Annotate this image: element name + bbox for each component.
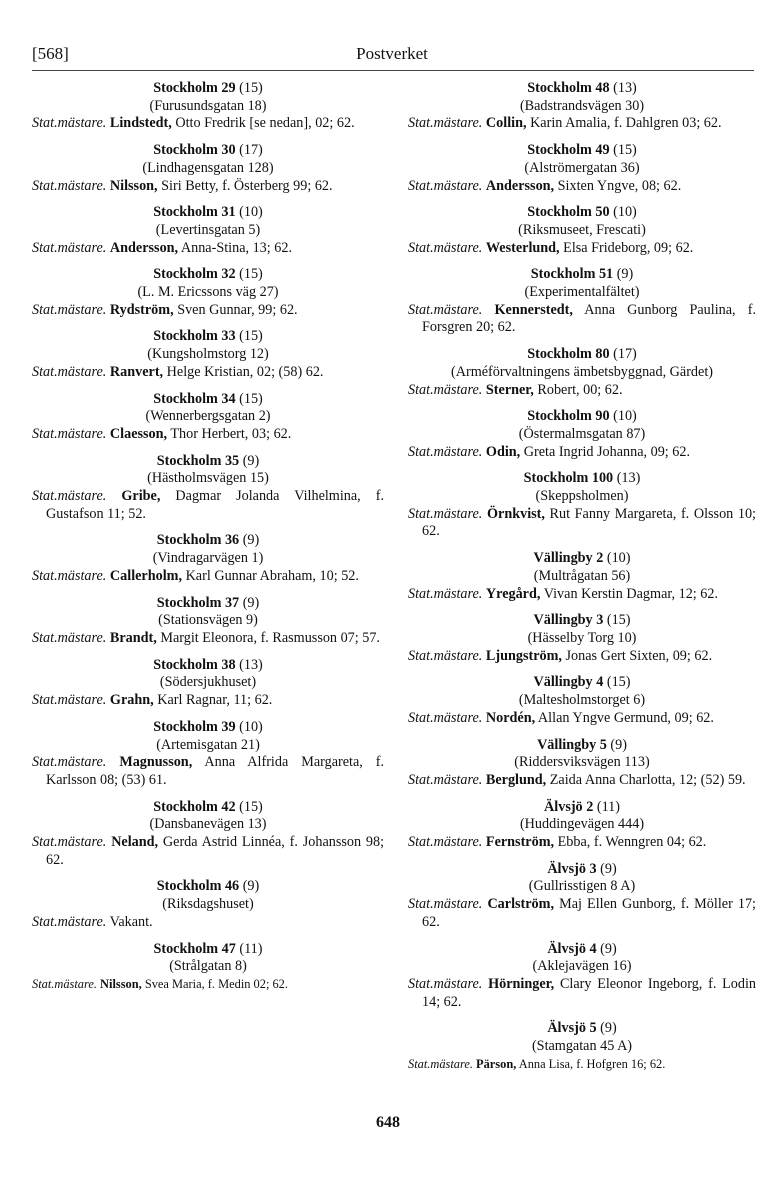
office-capacity: (17) [235, 142, 263, 159]
postmaster-surname: Magnusson, [119, 754, 193, 771]
office-heading [32, 595, 384, 613]
postmaster-line [408, 710, 756, 728]
office-name: Vällingby 3 [533, 612, 604, 629]
office-capacity: (13) [609, 80, 637, 96]
office-address: (Dansbanevägen 13) [149, 816, 267, 833]
postmaster-details: Sven Gunnar, 99; 62. [173, 301, 298, 318]
office-capacity: (15) [235, 798, 263, 815]
office-address: (Östermalmsgatan 87) [518, 425, 646, 442]
postmaster-line [408, 1056, 756, 1074]
office-address: (Maltesholmstorget 6) [518, 692, 646, 709]
post-office-entry [408, 80, 756, 133]
post-office-entry [408, 941, 756, 1012]
postmaster-line [408, 976, 756, 1011]
office-name: Stockholm 34 [153, 390, 236, 407]
postmaster-details: Clary Eleonor Ingeborg, f. Lodin 14; 62. [422, 975, 756, 1010]
office-heading [408, 737, 756, 755]
post-office-entry [408, 408, 756, 461]
postmaster-line [408, 302, 756, 337]
postmaster-details: Elsa Frideborg, 09; 62. [559, 239, 694, 256]
postmaster-details: Margit Eleonora, f. Rasmusson 07; 57. [156, 629, 380, 646]
office-heading [408, 941, 756, 959]
office-address: (Experimentalfältet) [524, 284, 640, 301]
postmaster-surname: Brandt, [109, 629, 157, 646]
postmaster-details: Rut Fanny Margareta, f. Olsson 10; 62. [422, 505, 756, 540]
postmaster-surname: Callerholm, [109, 567, 183, 584]
office-name: Stockholm 42 [153, 798, 236, 815]
office-heading [32, 80, 384, 98]
office-address: (Artemisgatan 21) [156, 736, 260, 753]
office-address: (Lindhagensgatan 128) [142, 159, 274, 176]
postmaster-surname: Odin, [485, 443, 521, 460]
role-label: Stat.mästare. [408, 301, 483, 318]
post-office-entry [32, 266, 384, 319]
postmaster-details: Gerda Astrid Linnéa, f. Johansson 98; 62. [46, 834, 385, 868]
postmaster-surname: Ljungström, [485, 647, 562, 664]
office-capacity: (9) [606, 736, 627, 753]
office-heading [32, 266, 384, 284]
postmaster-details: Vakant. [109, 913, 153, 930]
postmaster-details: Otto Fredrik [se nedan], 02; 62. [171, 115, 355, 132]
office-capacity: (9) [596, 940, 617, 957]
postmaster-surname: Collin, [485, 115, 527, 132]
post-office-entry [32, 878, 384, 931]
office-heading [408, 550, 756, 568]
role-label: Stat.mästare. [408, 381, 483, 398]
office-name: Älvsjö 3 [547, 860, 597, 877]
office-heading [408, 674, 756, 692]
role-label: Stat.mästare. [408, 834, 483, 851]
office-capacity: (15) [235, 266, 263, 283]
postmaster-details: Ebba, f. Wenngren 04; 62. [554, 834, 707, 851]
postmaster-details: Vivan Kerstin Dagmar, 12; 62. [540, 585, 719, 602]
office-capacity: (9) [239, 594, 260, 611]
postmaster-surname: Andersson, [485, 177, 555, 194]
postmaster-line [32, 488, 384, 523]
office-address: (Arméförvaltningens ämbetsbyggnad, Gärdet) [451, 363, 713, 380]
post-office-entry [32, 657, 384, 710]
office-capacity: (9) [239, 532, 260, 549]
office-capacity: (15) [235, 80, 263, 96]
office-name: Stockholm 30 [153, 142, 236, 159]
postmaster-details: Anna Alfrida Margareta, f. Karlsson 08; (53) 61. [46, 754, 385, 788]
postmaster-details: Anna Gunborg Paulina, f. Forsgren 20; 62. [422, 301, 756, 336]
left-column [32, 80, 384, 1003]
office-heading [32, 391, 384, 409]
office-capacity: (9) [239, 878, 260, 895]
postmaster-line [32, 568, 384, 586]
postmaster-surname: Hörninger, [488, 975, 555, 992]
postmaster-line [32, 754, 384, 789]
office-heading [32, 799, 384, 817]
role-label: Stat.mästare. [32, 692, 107, 709]
post-office-entry [408, 346, 756, 399]
role-label: Stat.mästare. [32, 567, 107, 584]
office-heading [32, 941, 384, 959]
office-name: Stockholm 29 [153, 80, 236, 96]
office-name: Älvsjö 5 [547, 1020, 597, 1037]
office-capacity: (13) [235, 656, 263, 673]
role-label: Stat.mästare. [408, 771, 483, 788]
post-office-entry [408, 861, 756, 932]
postmaster-line [32, 115, 384, 133]
postmaster-line [408, 648, 756, 666]
office-heading [32, 532, 384, 550]
office-address: (Aklejavägen 16) [532, 958, 632, 975]
postmaster-line [408, 115, 756, 133]
role-label: Stat.mästare. [32, 629, 107, 646]
post-office-entry [32, 941, 384, 994]
office-name: Stockholm 38 [153, 656, 236, 673]
office-capacity: (11) [593, 798, 620, 815]
office-name: Stockholm 90 [527, 408, 610, 425]
office-heading [408, 612, 756, 630]
office-address: (Riksmuseet, Frescati) [518, 221, 646, 238]
role-label: Stat.mästare. [408, 505, 483, 522]
office-capacity: (10) [609, 204, 637, 221]
postmaster-details: Greta Ingrid Johanna, 09; 62. [520, 443, 691, 460]
office-name: Stockholm 31 [153, 204, 236, 221]
postmaster-line [408, 506, 756, 541]
office-heading [32, 142, 384, 160]
office-heading [408, 142, 756, 160]
postmaster-details: Thor Herbert, 03; 62. [167, 425, 292, 442]
post-office-entry [408, 674, 756, 727]
office-heading [32, 719, 384, 737]
postmaster-details: Robert, 00; 62. [533, 381, 623, 398]
post-office-entry [32, 799, 384, 870]
postmaster-line [32, 692, 384, 710]
office-heading [408, 799, 756, 817]
role-label: Stat.mästare. [32, 239, 107, 256]
postmaster-surname: Lindstedt, [109, 115, 172, 132]
role-label: Stat.mästare. [408, 443, 483, 460]
role-label: Stat.mästare. [32, 834, 107, 851]
office-name: Stockholm 36 [156, 532, 240, 549]
postmaster-line [408, 834, 756, 852]
header-rule [32, 70, 754, 71]
postmaster-surname: Andersson, [109, 239, 179, 256]
postmaster-details: Jonas Gert Sixten, 09; 62. [561, 647, 713, 664]
postmaster-line [32, 426, 384, 444]
office-address: (Stationsvägen 9) [158, 612, 258, 629]
page-number: 648 [376, 1114, 400, 1131]
postmaster-surname: Nilsson, [100, 976, 142, 991]
office-heading [32, 878, 384, 896]
office-heading [408, 346, 756, 364]
postmaster-surname: Yregård, [485, 585, 541, 602]
postmaster-surname: Sterner, [485, 381, 534, 398]
post-office-entry [32, 453, 384, 524]
role-label: Stat.mästare. [32, 301, 107, 318]
post-office-entry [408, 799, 756, 852]
postmaster-details: Karin Amalia, f. Dahlgren 03; 62. [526, 115, 722, 132]
office-capacity: (15) [603, 674, 631, 691]
postmaster-line [408, 240, 756, 258]
postmaster-surname: Westerlund, [485, 239, 560, 256]
postmaster-details: Svea Maria, f. Medin 02; 62. [141, 976, 288, 991]
office-address: (Gullrisstigen 8 A) [528, 878, 636, 895]
postmaster-line [32, 834, 384, 869]
office-capacity: (10) [235, 718, 263, 735]
office-name: Stockholm 51 [530, 266, 614, 283]
postmaster-details: Allan Yngve Germund, 09; 62. [535, 709, 714, 726]
role-label: Stat.mästare. [408, 896, 483, 913]
post-office-entry [408, 204, 756, 257]
postmaster-line [32, 178, 384, 196]
postmaster-surname: Neland, [111, 834, 159, 851]
office-name: Vällingby 5 [537, 736, 607, 753]
office-address: (Riddersviksvägen 113) [514, 754, 650, 771]
postmaster-surname: Carlström, [487, 896, 555, 913]
role-label: Stat.mästare. [408, 239, 483, 256]
role-label: Stat.mästare. [408, 177, 483, 194]
office-heading [408, 266, 756, 284]
postmaster-details: Helge Kristian, 02; (58) 62. [163, 363, 324, 380]
office-capacity: (10) [603, 550, 631, 567]
office-capacity: (9) [596, 1020, 617, 1037]
postmaster-surname: Grahn, [109, 692, 154, 709]
office-heading [32, 453, 384, 471]
postmaster-line [32, 630, 384, 648]
office-name: Stockholm 80 [527, 346, 610, 363]
office-address: (Strålgatan 8) [169, 958, 247, 975]
post-office-entry [32, 142, 384, 195]
role-label: Stat.mästare. [408, 975, 483, 992]
office-address: (Skeppsholmen) [535, 488, 629, 505]
postmaster-surname: Berglund, [485, 771, 547, 788]
postmaster-line [32, 240, 384, 258]
postmaster-line [408, 382, 756, 400]
role-label: Stat.mästare. [32, 913, 107, 930]
office-capacity: (15) [609, 142, 637, 159]
role-label: Stat.mästare. [408, 647, 483, 664]
postmaster-details: Maj Ellen Gunborg, f. Möller 17; 62. [422, 896, 756, 930]
role-label: Stat.mästare. [408, 115, 483, 132]
postmaster-details: Dagmar Jolanda Vilhelmina, f. Gustafson 11; 52. [46, 488, 384, 522]
postmaster-line [32, 976, 384, 994]
post-office-entry [408, 1020, 756, 1073]
office-capacity: (17) [609, 346, 637, 363]
page-reference: [568] [32, 44, 69, 63]
postmaster-surname: Gribe, [121, 488, 161, 505]
office-capacity: (9) [239, 452, 260, 469]
post-office-entry [32, 391, 384, 444]
postmaster-details: Karl Ragnar, 11; 62. [153, 692, 273, 709]
office-name: Älvsjö 2 [544, 798, 594, 815]
postmaster-surname: Ranvert, [109, 363, 164, 380]
office-address: (Multrågatan 56) [533, 567, 631, 584]
office-name: Stockholm 48 [527, 80, 610, 96]
office-heading [408, 861, 756, 879]
office-capacity: (15) [603, 612, 631, 629]
office-address: (Wennerbergsgatan 2) [145, 408, 271, 425]
role-label: Stat.mästare. [32, 488, 107, 505]
office-name: Stockholm 37 [156, 594, 240, 611]
office-name: Vällingby 2 [533, 550, 604, 567]
postmaster-line [32, 364, 384, 382]
office-capacity: (10) [609, 408, 637, 425]
right-column [408, 80, 756, 1082]
office-address: (Vindragarvägen 1) [152, 550, 264, 567]
role-label: Stat.mästare. [408, 709, 483, 726]
office-address: (Hästholmsvägen 15) [147, 470, 269, 487]
office-heading [408, 204, 756, 222]
office-heading [408, 470, 756, 488]
postmaster-line [408, 178, 756, 196]
office-address: (Stamgatan 45 A) [531, 1038, 633, 1055]
office-name: Stockholm 50 [527, 204, 610, 221]
office-address: (Riksdagshuset) [162, 896, 254, 913]
office-heading [408, 408, 756, 426]
role-label: Stat.mästare. [408, 585, 483, 602]
page-title: Postverket [356, 44, 428, 63]
post-office-entry [32, 595, 384, 648]
role-label: Stat.mästare. [408, 1056, 473, 1071]
postmaster-details: Karl Gunnar Abraham, 10; 52. [182, 567, 359, 584]
postmaster-surname: Nordén, [485, 709, 536, 726]
post-office-entry [32, 532, 384, 585]
office-name: Vällingby 4 [533, 674, 604, 691]
page-header [32, 44, 752, 68]
post-office-entry [408, 612, 756, 665]
postmaster-surname: Claesson, [109, 425, 168, 442]
office-name: Stockholm 32 [153, 266, 236, 283]
postmaster-line [32, 914, 384, 932]
postmaster-line [408, 586, 756, 604]
postmaster-line [408, 444, 756, 462]
office-address: (Furusundsgatan 18) [149, 97, 267, 114]
post-office-entry [32, 719, 384, 790]
office-heading [408, 80, 756, 98]
post-office-entry [32, 80, 384, 133]
office-address: (Hässelby Torg 10) [527, 629, 637, 646]
post-office-entry [32, 204, 384, 257]
office-name: Stockholm 35 [156, 452, 240, 469]
postmaster-line [408, 896, 756, 931]
office-capacity: (13) [613, 470, 641, 487]
role-label: Stat.mästare. [32, 177, 107, 194]
office-address: (Södersjukhuset) [159, 674, 257, 691]
office-address: (Huddingevägen 444) [519, 816, 645, 833]
office-name: Stockholm 33 [153, 328, 236, 345]
office-name: Stockholm 46 [156, 878, 240, 895]
postmaster-surname: Nilsson, [109, 177, 158, 194]
office-heading [32, 328, 384, 346]
post-office-entry [408, 142, 756, 195]
post-office-entry [32, 328, 384, 381]
office-capacity: (15) [235, 328, 263, 345]
postmaster-surname: Pärson, [476, 1056, 517, 1071]
office-address: (Alströmergatan 36) [524, 159, 640, 176]
post-office-entry [408, 550, 756, 603]
role-label: Stat.mästare. [32, 754, 107, 771]
role-label: Stat.mästare. [32, 363, 107, 380]
postmaster-surname: Rydström, [109, 301, 174, 318]
office-capacity: (9) [596, 860, 617, 877]
office-name: Stockholm 39 [153, 718, 236, 735]
postmaster-surname: Kennerstedt, [494, 301, 573, 318]
office-heading [408, 1020, 756, 1038]
office-capacity: (11) [235, 940, 263, 957]
office-address: (L. M. Ericssons väg 27) [137, 284, 279, 301]
office-capacity: (10) [235, 204, 263, 221]
office-address: (Badstrandsvägen 30) [519, 97, 645, 114]
postmaster-details: Zaida Anna Charlotta, 12; (52) 59. [546, 771, 746, 788]
office-capacity: (15) [235, 390, 263, 407]
postmaster-surname: Fernström, [485, 834, 555, 851]
postmaster-details: Siri Betty, f. Österberg 99; 62. [157, 177, 333, 194]
role-label: Stat.mästare. [32, 425, 107, 442]
office-address: (Levertinsgatan 5) [155, 221, 261, 238]
post-office-entry [408, 266, 756, 337]
postmaster-line [32, 302, 384, 320]
postmaster-line [408, 772, 756, 790]
role-label: Stat.mästare. [32, 976, 97, 991]
postmaster-details: Sixten Yngve, 08; 62. [554, 177, 682, 194]
office-name: Älvsjö 4 [547, 940, 597, 957]
office-address: (Kungsholmstorg 12) [147, 346, 269, 363]
post-office-entry [408, 737, 756, 790]
office-heading [32, 204, 384, 222]
postmaster-details: Anna Lisa, f. Hofgren 16; 62. [516, 1056, 666, 1071]
post-office-entry [408, 470, 756, 541]
office-name: Stockholm 49 [527, 142, 610, 159]
postmaster-surname: Örnkvist, [486, 505, 545, 522]
role-label: Stat.mästare. [32, 115, 107, 132]
office-name: Stockholm 100 [523, 470, 614, 487]
office-name: Stockholm 47 [153, 940, 236, 957]
postmaster-details: Anna-Stina, 13; 62. [178, 239, 292, 256]
office-capacity: (9) [613, 266, 634, 283]
office-heading [32, 657, 384, 675]
